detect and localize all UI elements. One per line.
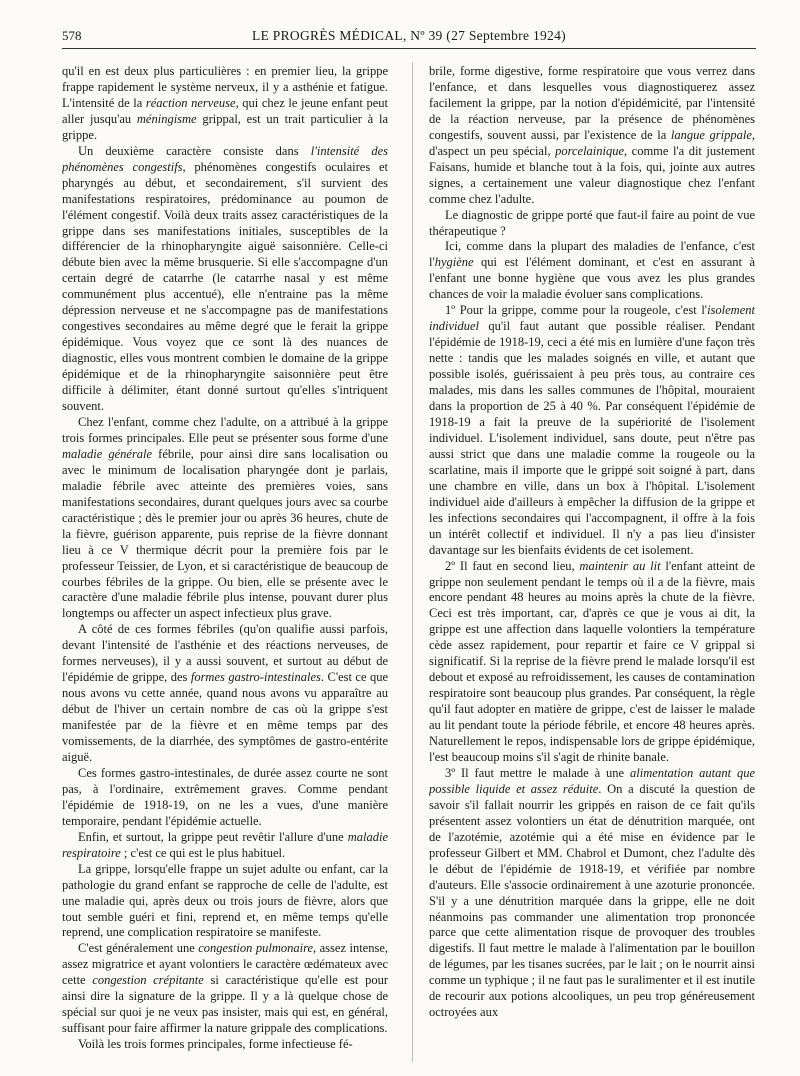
paragraph: Ces formes gastro-intestinales, de durée assez courte ne sont pas, à l'ordinaire, extrêmement graves. Comme pendant l'épidémie de 1918-19, on ne les a vues, d'une manière temporaire, pendant l'épidémie actuelle. xyxy=(62,765,388,828)
paragraph: 2º Il faut en second lieu, maintenir au lit l'enfant atteint de grippe non seulement pendant le temps où il a de la fièvre, mais encore pendant 48 heures au moins après la chute de la fièvre. Ceci est très important, car, d'après ce que je vous ai dit, la grippe est une affection dans laquelle volontiers la température cède assez rapidement, pour repartir et faire ce V grippal si significatif. Si la reprise de la fièvre prend le malade lorsqu'il est debout et exposé au refroidissement, les causes de contamination respiratoire sont beaucoup plus grandes. Par conséquent, la règle qu'il faut adopter en matière de grippe, c'est de laisser le malade au lit pendant toute la période fébrile, et encore 48 heures après. Naturellement le repos, indispensable lors de grippe épidémique, l'est beaucoup moins s'il s'agit de rhinite banale. xyxy=(429,558,755,764)
paragraph: Ici, comme dans la plupart des maladies de l'enfance, c'est l'hygiène qui est l'élément dominant, et c'est en assurant à l'enfant une bonne hygiène que vous avez les plus grandes chances de voir la maladie évoluer sans complications. xyxy=(429,239,755,302)
paragraph: 3º Il faut mettre le malade à une alimentation autant que possible liquide et assez réduite. On a discuté la question de savoir s'il fallait nourrir les grippés en raison de ce fait qu'ils présentent assez volontiers un état de dénutrition marquée, ont de l'azotémie, azotémie qui a été mise en évidence par le professeur Gilbert et MM. Chabrol et Dumont, chez l'adulte dès le début de l'épidémie de 1918-19, et vérifiée par nombre d'auteurs. Elle s'associe ordinairement à une azoturie prononcée. S'il y a une dénutrition marquée dans la grippe, elle ne doit néanmoins pas commander une alimentation trop prononcée parce que cette alimentation risque de provoquer des troubles digestifs. Il faut mettre le malade à l'alimentation par le bouillon de légumes, par les tisanes sucrées, par le lait ; on le nourrit ainsi comme un typhique ; il ne faut pas le suralimenter et il est inutile de recourir aux potions alcooliques, un peu trop généreusement octroyées aux xyxy=(429,765,755,1020)
paragraph: Le diagnostic de grippe porté que faut-il faire au point de vue thérapeutique ? xyxy=(429,207,755,238)
right-column xyxy=(429,64,755,1064)
paragraph: brile, forme digestive, forme respiratoire que vous verrez dans l'enfance, et dans lesquelles vous diagnostiquerez assez facilement la grippe, par la notion d'épidémicité, par l'intensité de la réaction nerveuse, par la présence de phénomènes congestifs, souvent aussi, par l'existence de la langue grippale, d'aspect un peu spécial, porcelainique, comme l'a dit justement Faisans, humide et blanche tout à la fois, qui, jointe aux autres signes, a certainement une valeur diagnostique chez l'enfant comme chez l'adulte. xyxy=(429,64,755,206)
paragraph: qu'il en est deux plus particulières : en premier lieu, la grippe frappe rapidement le système nerveux, il y a asthénie et fatigue. L'intensité de la réaction nerveuse, qui chez le jeune enfant peut aller jusqu'au méningisme grippal, est un trait particulier à la grippe. xyxy=(62,64,388,142)
page-number: 578 xyxy=(62,28,82,43)
running-title: LE PROGRÈS MÉDICAL, Nº 39 (27 Septembre 1924) xyxy=(252,28,566,43)
page-header xyxy=(62,28,756,48)
paragraph: A côté de ces formes fébriles (qu'on qualifie aussi parfois, devant l'intensité de l'asthénie et des réactions nerveuses, de formes nerveuses), il y a aussi souvent, et surtout au début de l'épidémie de grippe, des formes gastro-intestinales. C'est ce que nous avons vu cette année, quand nous avons vu apparaître au début de l'hiver un certain nombre de cas où la grippe s'est manifestée par de la fièvre et en même temps par des vomissements, de la diarrhée, des symptômes de gastro-entérite aiguë. xyxy=(62,622,388,764)
paragraph: Enfin, et surtout, la grippe peut revêtir l'allure d'une maladie respiratoire ; c'est ce qui est le plus habituel. xyxy=(62,829,388,860)
paragraph: Un deuxième caractère consiste dans l'intensité des phénomènes congestifs, phénomènes congestifs oculaires et pharyngés au début, et secondairement, s'il survient des manifestations respiratoires, prédominance au poumon de l'élément congestif. Voilà deux traits assez caractéristiques de la grippe dans ses manifestations initiales, susceptibles de la différencier de la rhinopharyngite aiguë saisonnière. Celle-ci débute bien avec la même brusquerie. Si elle s'accompagne d'un certain degré de catarrhe (le catarrhe nasal y est même communément plus accentué), elle n'entraine pas la même dépression nerveuse et ne s'accompagne pas de manifestations congestives secondaires au même degré que le ferait la grippe épidémique. Vous voyez que ce sont là des nuances de diagnostic, elles vous montrent combien le domaine de la grippe épidémique et de la rhinopharyngite saisonnière peut être difficile à délimiter, étant donné surtout qu'elles s'intriquent souvent. xyxy=(62,143,388,414)
paragraph: La grippe, lorsqu'elle frappe un sujet adulte ou enfant, car la pathologie du grand enfant se rapproche de celle de l'adulte, est une maladie qui, après deux ou trois jours de fièvre, alors que tout semble guéri et fini, reprend et, en même temps qu'elle reprend, une complication respiratoire se manifeste. xyxy=(62,861,388,940)
column-divider xyxy=(412,62,413,1062)
left-column xyxy=(62,64,388,1064)
paragraph: Voilà les trois formes principales, forme infectieuse fé- xyxy=(78,1037,353,1052)
paragraph: Chez l'enfant, comme chez l'adulte, on a attribué à la grippe trois formes principales. Elle peut se présenter sous forme d'une maladie générale fébrile, pour ainsi dire sans localisation ou avec le minimum de localisation pharyngée dont je parlais, maladie fébrile avec atteinte des premières voies, sans manifestations secondaires, durant quelques jours avec sa courbe caractéristique ; dès le premier jour ou après 36 heures, chute de la fièvre, guérison apparente, puis reprise de la fièvre donnant lieu à ce V thermique décrit pour la première fois par le professeur Teissier, de Lyon, et si caractéristique de beaucoup de courbes fébriles de la grippe. Ou bien, elle se présente avec le caractère d'une maladie fébrile plus intense, pouvant durer plus longtemps ou affecter un aspect infectieux plus grave. xyxy=(62,414,388,621)
header-rule xyxy=(62,48,756,49)
paragraph: 1º Pour la grippe, comme pour la rougeole, c'est l'isolement individuel qu'il faut autant que possible réaliser. Pendant l'épidémie de 1918-19, ceci a été mis en lumière d'une façon très nette : tandis que les malades soignés en ville, et autant que possible isolés, guérissaient à peu près tous, au contraire ces malades, mis dans les salles communes de l'hôpital, mouraient dans la proportion de 25 à 40 %. Par conséquent l'épidémie de 1918-19 a fait la preuve de la supériorité de l'isolement individuel. L'isolement individuel, sans doute, peut n'être pas aussi strict que dans une maladie comme la rougeole ou la scarlatine, mais il importe que le grippé soit soigné à part, dans une chambre en ville, dans un box à l'hôpital. L'isolement individuel aide d'ailleurs à empêcher la diffusion de la grippe et les infections secondaires qui l'accompagnent, il offre à la fois un intérêt collectif et individuel. Il n'y a pas lieu d'insister davantage sur les bienfaits évidents de cet isolement. xyxy=(429,303,755,557)
paragraph: C'est généralement une congestion pulmonaire, assez intense, assez migratrice et ayant volontiers le caractère œdémateux avec cette congestion crépitante si caractéristique qu'elle est pour ainsi dire la signature de la grippe. Il y a là quelque chose de spécial sur quoi je ne veux pas insister, mais qui est, en général, suffisant pour faire affirmer la nature grippale des complications. xyxy=(62,941,388,1036)
